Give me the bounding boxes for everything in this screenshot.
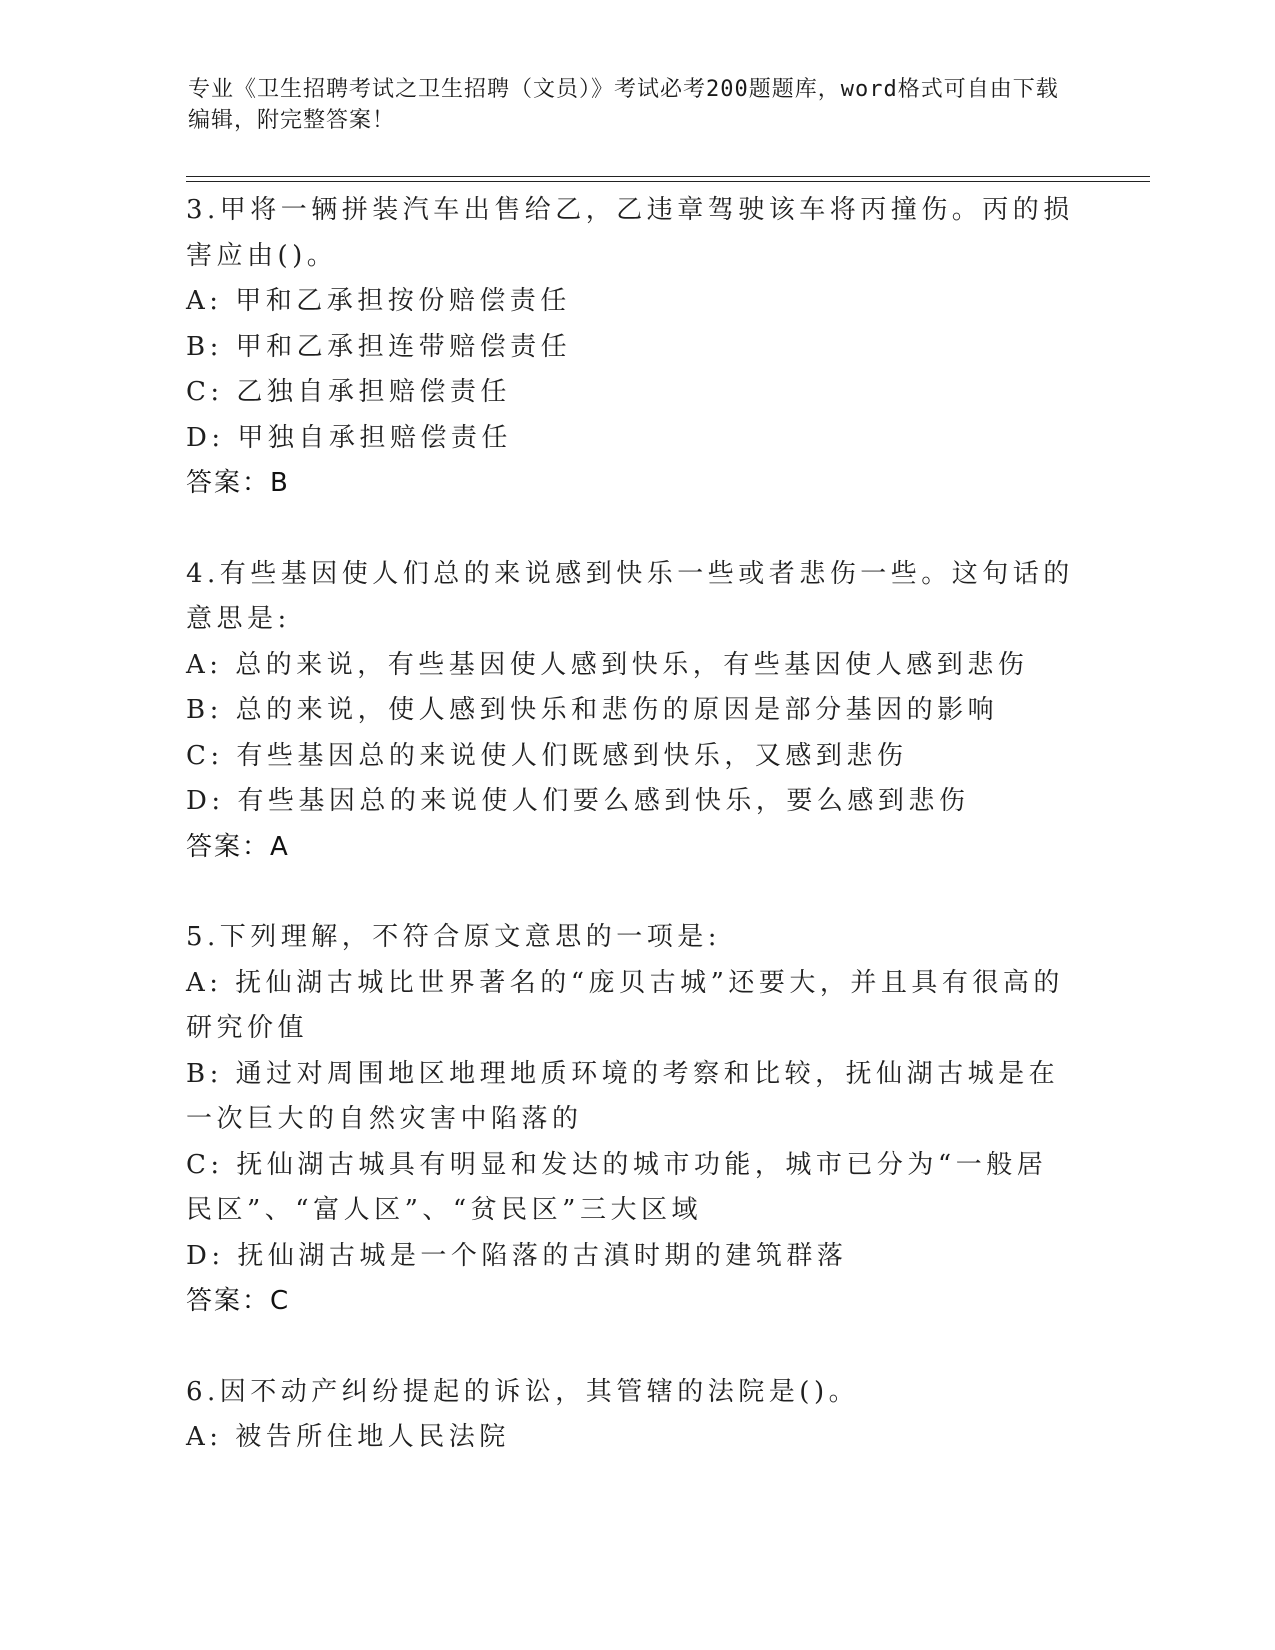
- option-b: B: 甲和乙承担连带赔偿责任: [186, 331, 572, 362]
- option-b: B: 总的来说，使人感到快乐和悲伤的原因是部分基因的影响: [186, 695, 999, 725]
- header-divider-top: [186, 176, 1150, 177]
- question-stem: 6.因不动产纠纷提起的诉讼，其管辖的法院是()。: [186, 1376, 860, 1407]
- question-3: [186, 188, 1076, 507]
- question-4: [186, 552, 1076, 871]
- question-stem: 3.甲将一辆拼装汽车出售给乙，乙违章驾驶该车将丙撞伤。丙的损害应由()。: [186, 195, 1074, 271]
- question-6: [186, 1370, 1076, 1461]
- answer-line: 答案：A: [186, 831, 290, 862]
- document-header: 专业《卫生招聘考试之卫生招聘（文员）》考试必考200题题库，word格式可自由下载编辑，附完整答案！: [188, 77, 1059, 133]
- option-c: C: 抚仙湖古城具有明显和发达的城市功能，城市已分为“一般居民区”、“富人区”、“贫民区”三大区域: [186, 1149, 1048, 1225]
- option-a: A: 抚仙湖古城比世界著名的“庞贝古城”还要大，并且具有很高的研究价值: [186, 967, 1064, 1043]
- option-d: D: 甲独自承担赔偿责任: [186, 422, 512, 453]
- option-c: C: 乙独自承担赔偿责任: [186, 377, 511, 407]
- question-stem: 5.下列理解，不符合原文意思的一项是:: [186, 922, 722, 952]
- option-a: A: 甲和乙承担按份赔偿责任: [186, 286, 571, 316]
- question-stem: 4.有些基因使人们总的来说感到快乐一些或者悲伤一些。这句话的意思是:: [186, 558, 1074, 634]
- answer-line: 答案：B: [186, 468, 290, 498]
- question-5: [186, 915, 1076, 1325]
- option-d: D: 抚仙湖古城是一个陷落的古滇时期的建筑群落: [186, 1240, 848, 1271]
- option-d: D: 有些基因总的来说使人们要么感到快乐，要么感到悲伤: [186, 786, 970, 816]
- option-a: A: 总的来说，有些基因使人感到快乐，有些基因使人感到悲伤: [186, 649, 1029, 680]
- option-b: B: 通过对周围地区地理地质环境的考察和比较，抚仙湖古城是在一次巨大的自然灾害中陷落的: [186, 1058, 1060, 1134]
- question-list: [186, 188, 1076, 1506]
- header-divider-bottom: [186, 181, 1150, 182]
- option-a: A: 被告所住地人民法院: [186, 1422, 510, 1452]
- answer-line: 答案：C: [186, 1286, 291, 1316]
- option-c: C: 有些基因总的来说使人们既感到快乐，又感到悲伤: [186, 740, 908, 771]
